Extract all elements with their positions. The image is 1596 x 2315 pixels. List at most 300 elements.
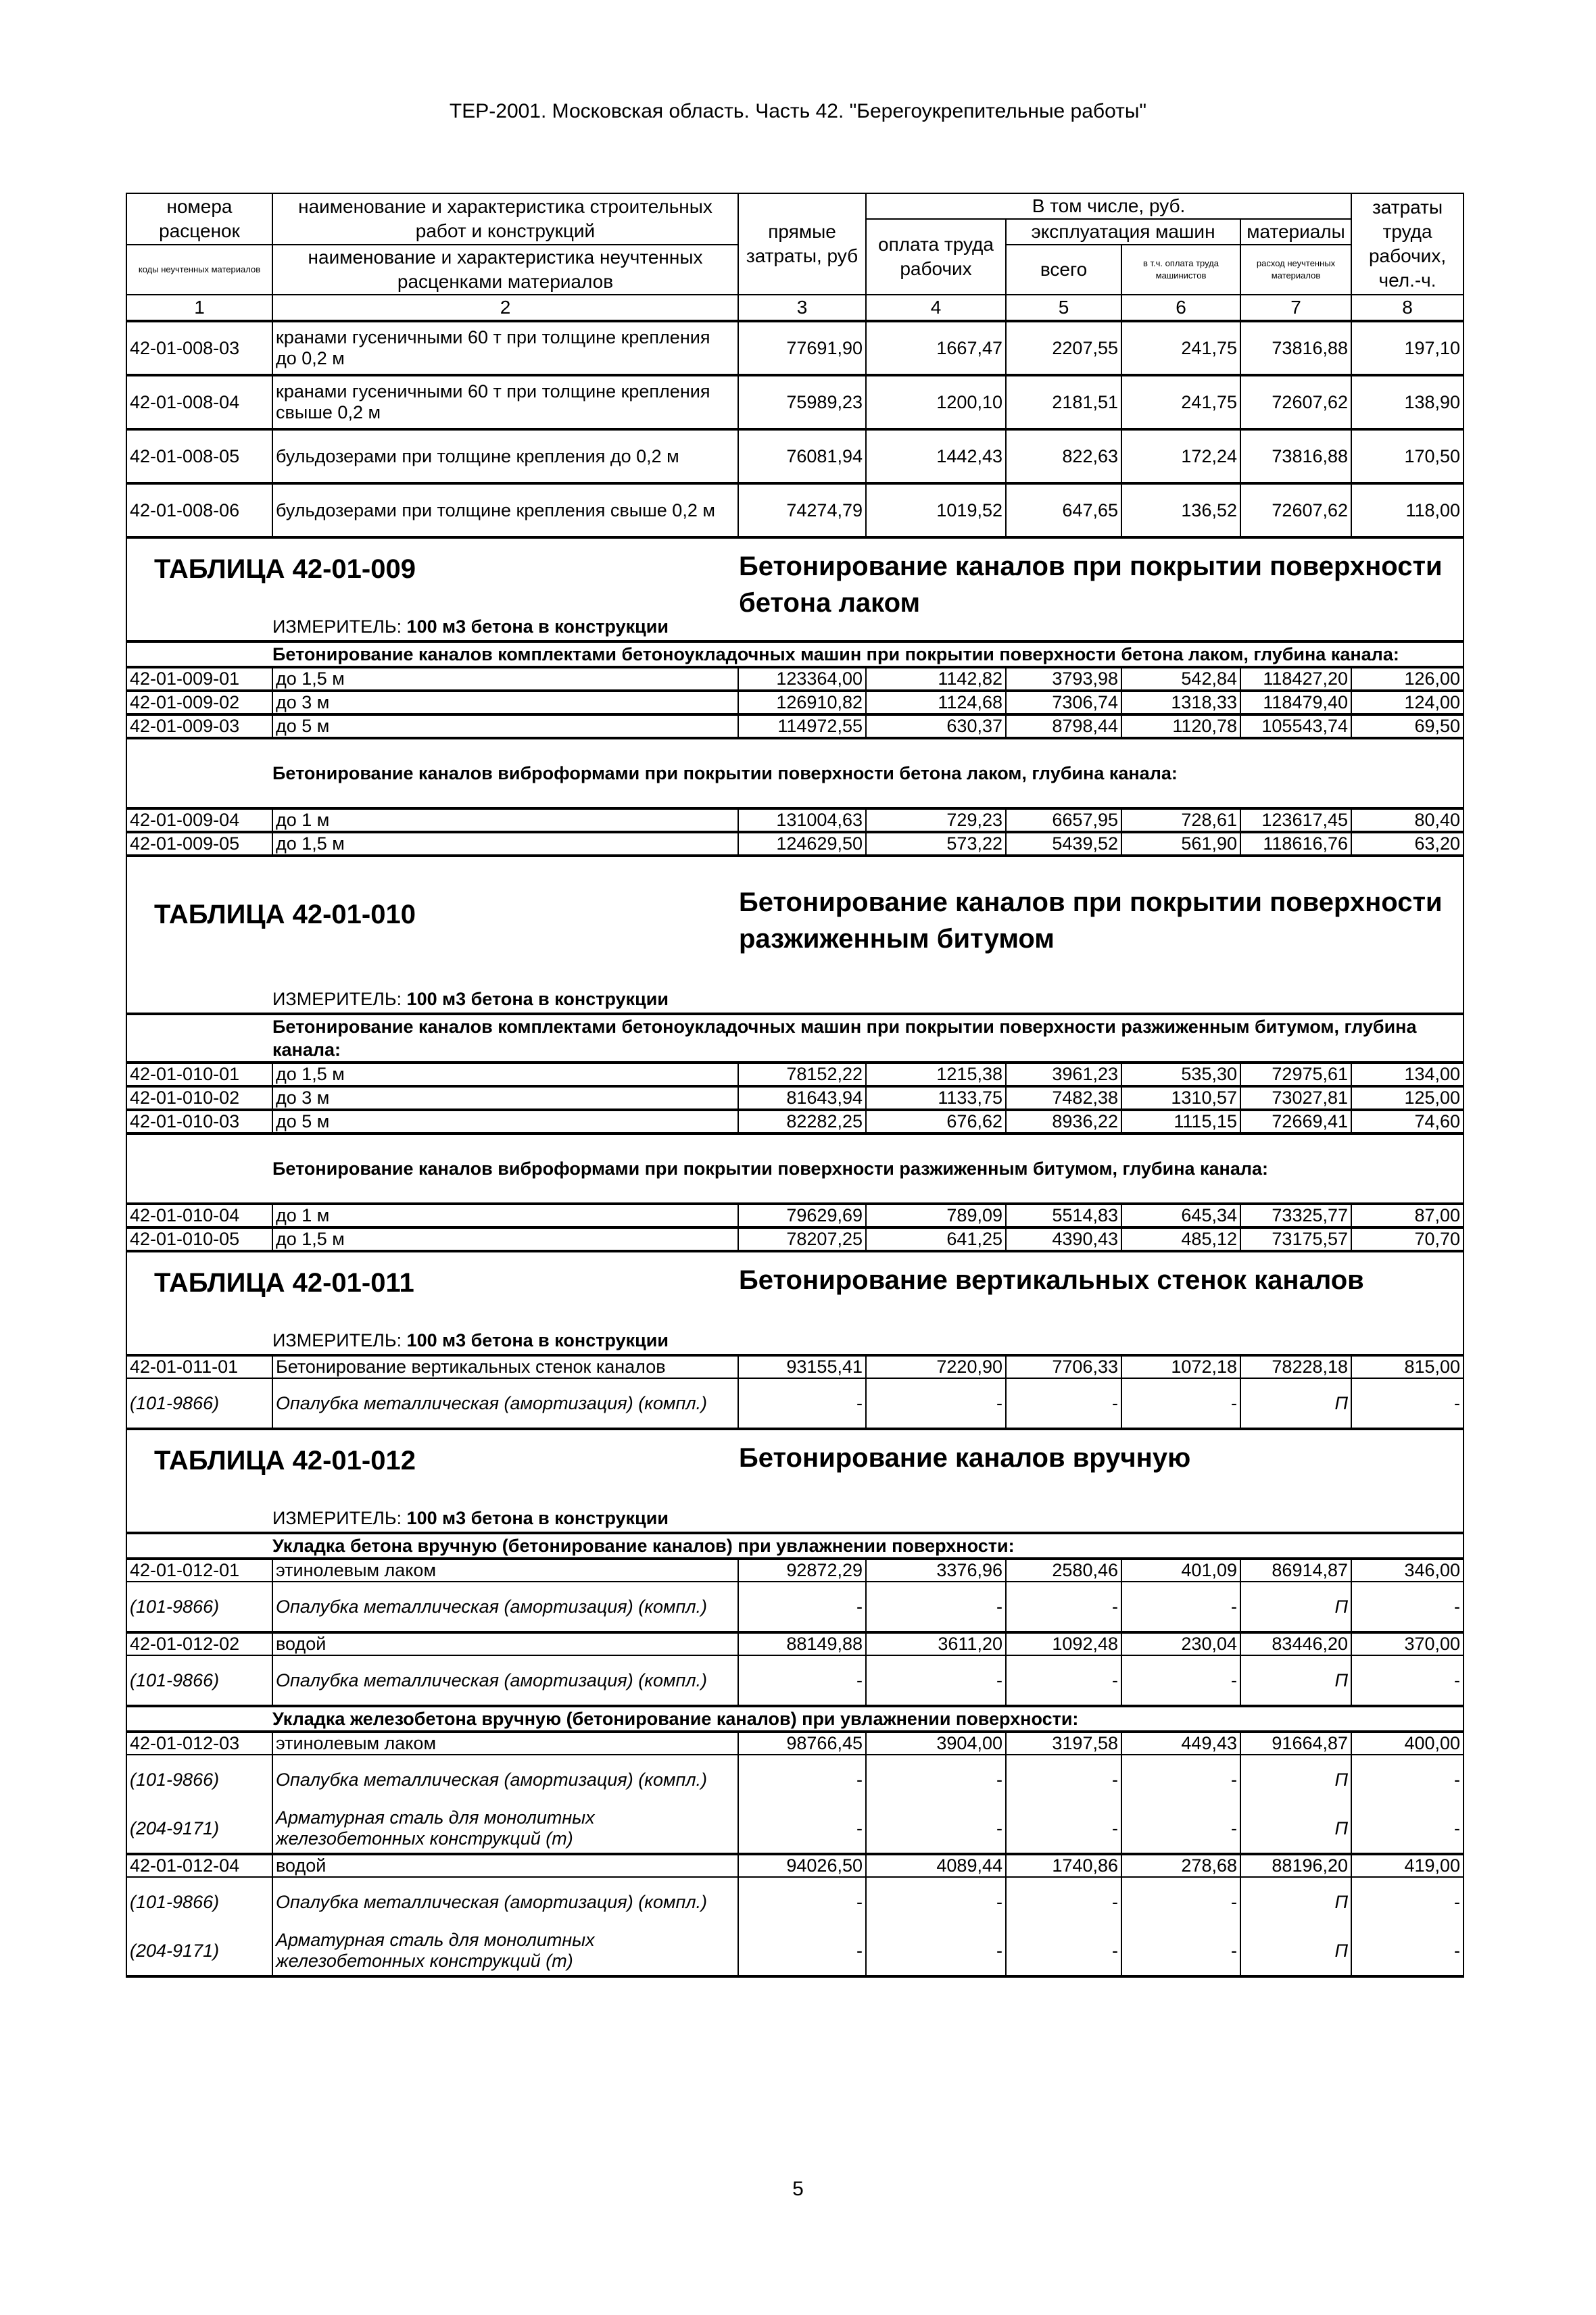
value-cell: 1200,10 [866, 375, 1006, 429]
value-cell: 72669,41 [1240, 1110, 1351, 1134]
material-code: (204-9171) [126, 1926, 272, 1976]
work-name: бульдозерами при толщине крепления до 0,2 м [272, 429, 738, 483]
value-cell: 82282,25 [738, 1110, 866, 1134]
table-number: ТАБЛИЦА 42-01-012 [154, 1446, 416, 1476]
material-value-cell: - [866, 1877, 1006, 1926]
value-cell: 3197,58 [1006, 1732, 1121, 1755]
value-cell: 126,00 [1351, 667, 1464, 691]
value-cell: 676,62 [866, 1110, 1006, 1134]
value-cell: 118,00 [1351, 483, 1464, 537]
value-cell: 197,10 [1351, 321, 1464, 375]
value-cell: 92872,29 [738, 1559, 866, 1582]
value-cell: 73816,88 [1240, 321, 1351, 375]
table-row [126, 1559, 1464, 1582]
value-cell: 2207,55 [1006, 321, 1121, 375]
measure-label: ИЗМЕРИТЕЛЬ: [272, 1508, 402, 1528]
material-name: Опалубка металлическая (амортизация) (компл.) [272, 1655, 738, 1706]
value-cell: 134,00 [1351, 1063, 1464, 1086]
work-name: кранами гусеничными 60 т при толщине крепления свыше 0,2 м [272, 375, 738, 429]
measure-value: 100 м3 бетона в конструкции [406, 1330, 669, 1350]
value-cell: 1092,48 [1006, 1632, 1121, 1655]
value-cell: 81643,94 [738, 1086, 866, 1110]
material-row [126, 1378, 1464, 1429]
value-cell: 88149,88 [738, 1632, 866, 1655]
measure-label: ИЗМЕРИТЕЛЬ: [272, 989, 402, 1009]
value-cell: 80,40 [1351, 808, 1464, 832]
table-heading-row [126, 537, 1464, 641]
material-code: (101-9866) [126, 1378, 272, 1429]
material-value-cell: - [738, 1926, 866, 1976]
work-name: водой [272, 1854, 738, 1877]
table-title: Бетонирование вертикальных стенок каналов [739, 1265, 1364, 1295]
value-cell: 419,00 [1351, 1854, 1464, 1877]
material-value-cell: - [738, 1755, 866, 1804]
value-cell: 118616,76 [1240, 832, 1351, 856]
value-cell: 123364,00 [738, 667, 866, 691]
table-title: Бетонирование каналов при покрытии поверхности разжиженным битумом [739, 887, 1443, 954]
value-cell: 647,65 [1006, 483, 1121, 537]
material-name: Опалубка металлическая (амортизация) (компл.) [272, 1877, 738, 1926]
value-cell: 542,84 [1121, 667, 1240, 691]
value-cell: 278,68 [1121, 1854, 1240, 1877]
work-name: до 1 м [272, 1204, 738, 1227]
material-value-cell: - [866, 1755, 1006, 1804]
section-subtitle-row [126, 1134, 1464, 1204]
column-number: 4 [866, 295, 1006, 321]
table-row [126, 714, 1464, 738]
header-worker-pay: оплата труда рабочих [866, 219, 1006, 295]
heading-wrap [127, 1430, 1463, 1532]
work-name: этинолевым лаком [272, 1559, 738, 1582]
material-value-cell: - [1006, 1582, 1121, 1632]
table-row [126, 1063, 1464, 1086]
rate-code: 42-01-012-02 [126, 1632, 272, 1655]
header-material-names: наименование и характеристика неучтенных расценками материалов [272, 245, 738, 295]
value-cell: 72975,61 [1240, 1063, 1351, 1086]
material-value-cell: - [738, 1804, 866, 1854]
value-cell: 1120,78 [1121, 714, 1240, 738]
header-materials: материалы [1240, 219, 1351, 245]
material-value-cell: - [1351, 1582, 1464, 1632]
rate-code: 42-01-010-01 [126, 1063, 272, 1086]
value-cell: 1667,47 [866, 321, 1006, 375]
material-value-cell: - [866, 1655, 1006, 1706]
table-heading [126, 537, 1464, 641]
section-subtitle: Бетонирование каналов комплектами бетоноукладочных машин при покрытии поверхности бетона лаком, глубина канала: [126, 641, 1464, 667]
value-cell: 449,43 [1121, 1732, 1240, 1755]
value-cell: 74274,79 [738, 483, 866, 537]
heading-wrap [127, 857, 1463, 1013]
value-cell: 124,00 [1351, 691, 1464, 714]
table-title: Бетонирование каналов при покрытии поверхности бетона лаком [739, 552, 1443, 618]
value-cell: 73175,57 [1240, 1227, 1351, 1251]
value-cell: 78228,18 [1240, 1355, 1351, 1378]
value-cell: 241,75 [1121, 375, 1240, 429]
section-subtitle-row [126, 1706, 1464, 1732]
value-cell: 170,50 [1351, 429, 1464, 483]
material-code: (101-9866) [126, 1877, 272, 1926]
value-cell: 7706,33 [1006, 1355, 1121, 1378]
page-number: 5 [792, 2178, 804, 2200]
column-number: 6 [1121, 295, 1240, 321]
material-row [126, 1926, 1464, 1976]
work-name: до 3 м [272, 1086, 738, 1110]
rate-code: 42-01-012-01 [126, 1559, 272, 1582]
material-name: Опалубка металлическая (амортизация) (компл.) [272, 1755, 738, 1804]
table-row [126, 1355, 1464, 1378]
table-row [126, 1632, 1464, 1655]
table-row [126, 832, 1464, 856]
table-row [126, 1732, 1464, 1755]
material-value-cell: П [1240, 1582, 1351, 1632]
value-cell: 1215,38 [866, 1063, 1006, 1086]
table-row [126, 375, 1464, 429]
header-material-consumption: расход неучтенных материалов [1240, 245, 1351, 295]
material-code: (204-9171) [126, 1804, 272, 1854]
rate-code: 42-01-010-03 [126, 1110, 272, 1134]
value-cell: 241,75 [1121, 321, 1240, 375]
rate-code: 42-01-008-04 [126, 375, 272, 429]
material-value-cell: - [1351, 1755, 1464, 1804]
material-value-cell: П [1240, 1877, 1351, 1926]
table-row [126, 483, 1464, 537]
value-cell: 69,50 [1351, 714, 1464, 738]
header-machines-total: всего [1006, 245, 1121, 295]
header-operator-pay: в т.ч. оплата труда машинистов [1121, 245, 1240, 295]
column-number: 1 [126, 295, 272, 321]
table-heading [126, 1429, 1464, 1533]
table-row [126, 808, 1464, 832]
value-cell: 91664,87 [1240, 1732, 1351, 1755]
value-cell: 641,25 [866, 1227, 1006, 1251]
table-header [126, 193, 1464, 321]
material-value-cell: - [866, 1582, 1006, 1632]
material-row [126, 1655, 1464, 1706]
value-cell: 78207,25 [738, 1227, 866, 1251]
header-including: В том числе, руб. [866, 193, 1351, 219]
work-name: кранами гусеничными 60 т при толщине крепления до 0,2 м [272, 321, 738, 375]
material-row [126, 1877, 1464, 1926]
material-name: Арматурная сталь для монолитных железобетонных конструкций (т) [272, 1926, 738, 1976]
value-cell: 789,09 [866, 1204, 1006, 1227]
document-title: ТЕР-2001. Московская область. Часть 42. "Берегоукрепительные работы" [449, 100, 1147, 122]
value-cell: 630,37 [866, 714, 1006, 738]
rate-code: 42-01-009-05 [126, 832, 272, 856]
value-cell: 728,61 [1121, 808, 1240, 832]
rate-code: 42-01-009-01 [126, 667, 272, 691]
material-code: (101-9866) [126, 1655, 272, 1706]
work-name: до 1,5 м [272, 1063, 738, 1086]
section-subtitle: Бетонирование каналов виброформами при покрытии поверхности разжиженным битумом, глубина канала: [126, 1134, 1464, 1204]
material-value-cell: - [1006, 1755, 1121, 1804]
value-cell: 4089,44 [866, 1854, 1006, 1877]
value-cell: 2580,46 [1006, 1559, 1121, 1582]
value-cell: 3793,98 [1006, 667, 1121, 691]
material-row [126, 1582, 1464, 1632]
value-cell: 8936,22 [1006, 1110, 1121, 1134]
section-subtitle-row [126, 738, 1464, 808]
rate-code: 42-01-008-06 [126, 483, 272, 537]
column-number: 2 [272, 295, 738, 321]
value-cell: 70,70 [1351, 1227, 1464, 1251]
measure-unit [272, 989, 669, 1010]
value-cell: 7306,74 [1006, 691, 1121, 714]
material-value-cell: - [1121, 1877, 1240, 1926]
value-cell: 1072,18 [1121, 1355, 1240, 1378]
value-cell: 401,09 [1121, 1559, 1240, 1582]
header-labor-costs: затраты труда рабочих, чел.-ч. [1351, 193, 1464, 295]
value-cell: 123617,45 [1240, 808, 1351, 832]
value-cell: 1318,33 [1121, 691, 1240, 714]
value-cell: 74,60 [1351, 1110, 1464, 1134]
material-value-cell: - [1006, 1804, 1121, 1854]
value-cell: 8798,44 [1006, 714, 1121, 738]
value-cell: 77691,90 [738, 321, 866, 375]
value-cell: 3961,23 [1006, 1063, 1121, 1086]
table-row [126, 1854, 1464, 1877]
rate-code: 42-01-009-03 [126, 714, 272, 738]
rates-table [126, 193, 1464, 1978]
material-value-cell: - [1121, 1582, 1240, 1632]
value-cell: 78152,22 [738, 1063, 866, 1086]
material-value-cell: П [1240, 1755, 1351, 1804]
measure-value: 100 м3 бетона в конструкции [406, 616, 669, 637]
material-value-cell: - [1351, 1804, 1464, 1854]
material-value-cell: - [1351, 1655, 1464, 1706]
value-cell: 370,00 [1351, 1632, 1464, 1655]
value-cell: 1124,68 [866, 691, 1006, 714]
value-cell: 136,52 [1121, 483, 1240, 537]
material-value-cell: - [738, 1582, 866, 1632]
table-number: ТАБЛИЦА 42-01-011 [154, 1268, 414, 1298]
value-cell: 1442,43 [866, 429, 1006, 483]
value-cell: 5514,83 [1006, 1204, 1121, 1227]
column-numbers-row [126, 295, 1464, 321]
value-cell: 4390,43 [1006, 1227, 1121, 1251]
material-value-cell: - [1351, 1877, 1464, 1926]
measure-unit [272, 616, 669, 637]
material-value-cell: - [1121, 1804, 1240, 1854]
work-name: до 3 м [272, 691, 738, 714]
work-name: водой [272, 1632, 738, 1655]
value-cell: 131004,63 [738, 808, 866, 832]
material-code: (101-9866) [126, 1755, 272, 1804]
value-cell: 73027,81 [1240, 1086, 1351, 1110]
work-name: до 1,5 м [272, 832, 738, 856]
header-work-name: наименование и характеристика строительных работ и конструкций [272, 193, 738, 245]
table-number: ТАБЛИЦА 42-01-010 [154, 900, 416, 929]
value-cell: 72607,62 [1240, 483, 1351, 537]
value-cell: 3376,96 [866, 1559, 1006, 1582]
work-name: до 5 м [272, 1110, 738, 1134]
work-name: до 1,5 м [272, 1227, 738, 1251]
value-cell: 88196,20 [1240, 1854, 1351, 1877]
value-cell: 485,12 [1121, 1227, 1240, 1251]
section-subtitle-row [126, 1533, 1464, 1559]
value-cell: 1740,86 [1006, 1854, 1121, 1877]
table-row [126, 1110, 1464, 1134]
rate-code: 42-01-010-05 [126, 1227, 272, 1251]
material-code: (101-9866) [126, 1582, 272, 1632]
value-cell: 118427,20 [1240, 667, 1351, 691]
rate-code: 42-01-012-03 [126, 1732, 272, 1755]
rate-code: 42-01-010-02 [126, 1086, 272, 1110]
work-name: до 1,5 м [272, 667, 738, 691]
material-value-cell: П [1240, 1378, 1351, 1429]
table-row [126, 667, 1464, 691]
value-cell: 7482,38 [1006, 1086, 1121, 1110]
material-value-cell: - [1121, 1655, 1240, 1706]
value-cell: 6657,95 [1006, 808, 1121, 832]
heading-wrap [127, 539, 1463, 640]
value-cell: 114972,55 [738, 714, 866, 738]
value-cell: 7220,90 [866, 1355, 1006, 1378]
column-number: 8 [1351, 295, 1464, 321]
measure-label: ИЗМЕРИТЕЛЬ: [272, 616, 402, 637]
value-cell: 535,30 [1121, 1063, 1240, 1086]
material-value-cell: - [738, 1877, 866, 1926]
value-cell: 118479,40 [1240, 691, 1351, 714]
measure-value: 100 м3 бетона в конструкции [406, 989, 669, 1009]
column-number: 5 [1006, 295, 1121, 321]
value-cell: 76081,94 [738, 429, 866, 483]
work-name: бульдозерами при толщине крепления свыше 0,2 м [272, 483, 738, 537]
table-title: Бетонирование каналов вручную [739, 1443, 1191, 1473]
rate-code: 42-01-012-04 [126, 1854, 272, 1877]
table-row [126, 691, 1464, 714]
header-rate-numbers: номера расценок [126, 193, 272, 245]
material-value-cell: П [1240, 1655, 1351, 1706]
value-cell: 79629,69 [738, 1204, 866, 1227]
rate-code: 42-01-010-04 [126, 1204, 272, 1227]
section-subtitle: Укладка железобетона вручную (бетонирование каналов) при увлажнении поверхности: [126, 1706, 1464, 1732]
value-cell: 729,23 [866, 808, 1006, 832]
section-subtitle: Укладка бетона вручную (бетонирование каналов) при увлажнении поверхности: [126, 1533, 1464, 1559]
table-row [126, 1204, 1464, 1227]
table-heading [126, 856, 1464, 1014]
value-cell: 87,00 [1351, 1204, 1464, 1227]
rate-code: 42-01-008-05 [126, 429, 272, 483]
column-number: 3 [738, 295, 866, 321]
measure-unit [272, 1330, 669, 1351]
material-value-cell: - [1351, 1378, 1464, 1429]
rate-code: 42-01-009-04 [126, 808, 272, 832]
value-cell: 645,34 [1121, 1204, 1240, 1227]
value-cell: 75989,23 [738, 375, 866, 429]
table-heading-row [126, 1429, 1464, 1533]
heading-wrap [127, 1252, 1463, 1354]
measure-unit [272, 1508, 669, 1529]
value-cell: 1019,52 [866, 483, 1006, 537]
section-subtitle-row [126, 1014, 1464, 1063]
material-value-cell: П [1240, 1804, 1351, 1854]
value-cell: 1133,75 [866, 1086, 1006, 1110]
value-cell: 346,00 [1351, 1559, 1464, 1582]
section-subtitle: Бетонирование каналов виброформами при покрытии поверхности бетона лаком, глубина канала: [126, 738, 1464, 808]
material-value-cell: - [1121, 1755, 1240, 1804]
value-cell: 230,04 [1121, 1632, 1240, 1655]
material-value-cell: - [866, 1378, 1006, 1429]
table-heading-row [126, 856, 1464, 1014]
table-row [126, 1086, 1464, 1110]
material-row [126, 1755, 1464, 1804]
table-heading [126, 1251, 1464, 1355]
rate-code: 42-01-009-02 [126, 691, 272, 714]
measure-value: 100 м3 бетона в конструкции [406, 1508, 669, 1528]
material-value-cell: - [1351, 1926, 1464, 1976]
value-cell: 105543,74 [1240, 714, 1351, 738]
value-cell: 94026,50 [738, 1854, 866, 1877]
value-cell: 1115,15 [1121, 1110, 1240, 1134]
header-machine-operation: эксплуатация машин [1006, 219, 1240, 245]
work-name: Бетонирование вертикальных стенок каналов [272, 1355, 738, 1378]
section-subtitle: Бетонирование каналов комплектами бетоноукладочных машин при покрытии поверхности разжиженным битумом, глубина канала: [126, 1014, 1464, 1063]
material-name: Опалубка металлическая (амортизация) (компл.) [272, 1582, 738, 1632]
value-cell: 126910,82 [738, 691, 866, 714]
material-value-cell: - [1006, 1655, 1121, 1706]
material-value-cell: - [866, 1926, 1006, 1976]
value-cell: 3611,20 [866, 1632, 1006, 1655]
value-cell: 86914,87 [1240, 1559, 1351, 1582]
header-direct-costs: прямые затраты, руб [738, 193, 866, 295]
section-subtitle-row [126, 641, 1464, 667]
value-cell: 125,00 [1351, 1086, 1464, 1110]
value-cell: 400,00 [1351, 1732, 1464, 1755]
column-number: 7 [1240, 295, 1351, 321]
value-cell: 93155,41 [738, 1355, 866, 1378]
material-value-cell: - [866, 1804, 1006, 1854]
material-name: Опалубка металлическая (амортизация) (компл.) [272, 1378, 738, 1429]
material-value-cell: - [738, 1655, 866, 1706]
table-row [126, 1227, 1464, 1251]
value-cell: 5439,52 [1006, 832, 1121, 856]
value-cell: 815,00 [1351, 1355, 1464, 1378]
material-name: Арматурная сталь для монолитных железобетонных конструкций (т) [272, 1804, 738, 1854]
table-row [126, 429, 1464, 483]
table-heading-row [126, 1251, 1464, 1355]
work-name: до 1 м [272, 808, 738, 832]
value-cell: 98766,45 [738, 1732, 866, 1755]
value-cell: 1142,82 [866, 667, 1006, 691]
rate-code: 42-01-008-03 [126, 321, 272, 375]
header-material-codes: коды неучтенных материалов [126, 245, 272, 295]
material-value-cell: - [1121, 1378, 1240, 1429]
material-value-cell: П [1240, 1926, 1351, 1976]
table-row [126, 321, 1464, 375]
material-row [126, 1804, 1464, 1854]
value-cell: 3904,00 [866, 1732, 1006, 1755]
material-value-cell: - [1006, 1877, 1121, 1926]
table-number: ТАБЛИЦА 42-01-009 [154, 554, 416, 584]
material-value-cell: - [1121, 1926, 1240, 1976]
material-value-cell: - [738, 1378, 866, 1429]
value-cell: 573,22 [866, 832, 1006, 856]
value-cell: 2181,51 [1006, 375, 1121, 429]
value-cell: 124629,50 [738, 832, 866, 856]
measure-label: ИЗМЕРИТЕЛЬ: [272, 1330, 402, 1350]
value-cell: 73325,77 [1240, 1204, 1351, 1227]
value-cell: 561,90 [1121, 832, 1240, 856]
value-cell: 73816,88 [1240, 429, 1351, 483]
work-name: этинолевым лаком [272, 1732, 738, 1755]
value-cell: 63,20 [1351, 832, 1464, 856]
rate-code: 42-01-011-01 [126, 1355, 272, 1378]
material-value-cell: - [1006, 1378, 1121, 1429]
value-cell: 83446,20 [1240, 1632, 1351, 1655]
value-cell: 1310,57 [1121, 1086, 1240, 1110]
material-value-cell: - [1006, 1926, 1121, 1976]
value-cell: 138,90 [1351, 375, 1464, 429]
